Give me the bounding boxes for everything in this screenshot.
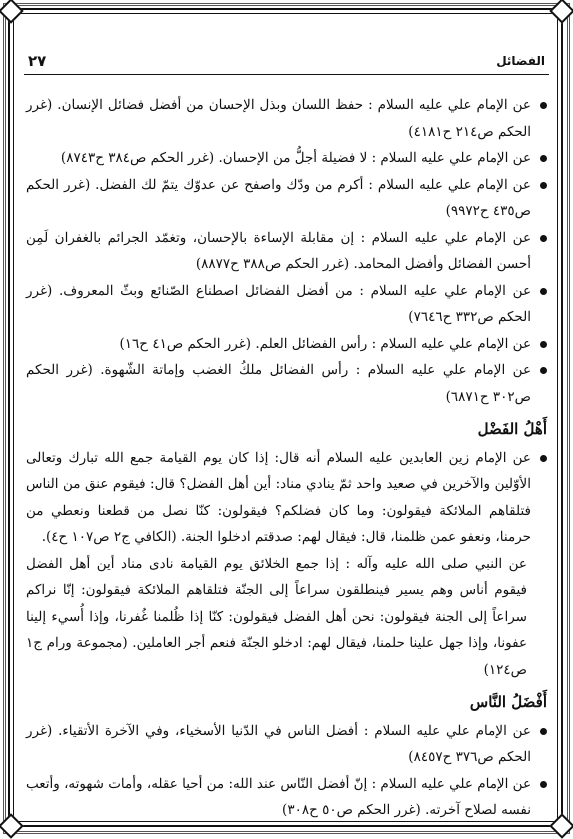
section-title-afdal-al-nas: أَفْضَلُ النَّاس	[469, 693, 547, 711]
list-item: عن الإمام علي عليه السلام : إن مقابلة الإساءة بالإحسان، وتغمّد الجرائم بالغفران لَمِن أحسن الفضائل وأفضل المحامد. (غرر الحكم ص٣٨٨ ح٨٨٧٧)	[26, 225, 547, 278]
list-item: عن الإمام علي عليه السلام : إنّ أفضل النّاس عند الله: من أحيا عقله، وأمات شهوته، وأتعب نفسه لصلاح آخرته. (غرر الحكم ص٥٠ ح٣٠٨)	[26, 771, 547, 824]
hadith-paragraph: عن النبي صلى الله عليه وآله : إذا جمع الخلائق يوم القيامة نادى مناد أين أهل الفضل فيقوم أناس وهم يسير فينطلقون سراعاً إلى الجنّة فتلقاهم الملائكة فيقولون: إنّا نراكم سراعاً إلى الجنة فيقولون: نحن أهل الفضل فيقولون: كنّا إذا ظُلمنا غُفرنا، وإذا أُسيء إلينا عفونا، وإذا جهل علينا حلمنا، فيقال لهم: ادخلو الجنّة فنعم أجر العاملين. (مجموعة ورام ج١ ص١٢٤)	[26, 555, 527, 678]
section-title-ahl-al-fadl: أَهْلُ الفَضْل	[477, 420, 547, 438]
list-item: عن الإمام علي عليه السلام : أكرم من ودّك واصفح عن عدوّك يتمّ لك الفضل. (غرر الحكم ص٤٣٥ ح٩٩٧٢)	[26, 172, 547, 225]
list-item: عن الإمام علي عليه السلام : لا فضيلة أجلُّ من الإحسان. (غرر الحكم ص٣٨٤ ح٨٧٤٣)	[26, 145, 547, 172]
list-item: عن الإمام علي عليه السلام : من أفضل الفضائل اصطناع الصّنائع وبثّ المعروف. (غرر الحكم ص٣٣٢ ح٧٦٤٦)	[26, 278, 547, 331]
virtues-list	[26, 92, 547, 410]
ahl-al-fadl-list	[26, 445, 547, 551]
list-item: عن الإمام علي عليه السلام : رأس الفضائل العلم. (غرر الحكم ص٤١ ح١٦)	[26, 331, 547, 358]
page-header	[24, 52, 549, 75]
list-item: عن الإمام علي عليه السلام : رأس الفضائل ملكُ الغضب وإماتة الشّهوة. (غرر الحكم ص٣٠٢ ح٦٨٧١)	[26, 357, 547, 410]
list-item: عن الإمام علي عليه السلام : حفظ اللسان وبذل الإحسان من أفضل فضائل الإنسان. (غرر الحكم ص٢١٤ ح٤١٨١)	[26, 92, 547, 145]
list-item: عن الإمام علي عليه السلام : أفضل الناس في الدّنيا الأسخياء، وفي الآخرة الأتقياء. (غرر الحكم ص٣٧٦ ح٨٤٥٧)	[26, 718, 547, 771]
afdal-al-nas-list	[26, 718, 547, 824]
page-content	[26, 92, 547, 824]
list-item: عن الإمام زين العابدين عليه السلام أنه قال: إذا كان يوم القيامة جمع الله تبارك وتعالى الأوّلين والآخرين في صعيد واحد ثمّ ينادي مناد: أين أهل الفضل؟ قال: فيقوم عنق من الناس فتلقاهم الملائكة فيقولون: وما كان فضلكم؟ فيقولون: كنّا نصل من قطعنا ونعطي من حرمنا، ونعفو عمن ظلمنا، قال: فيقال لهم: صدقتم ادخلوا الجنة. (الكافي ج٢ ص١٠٧ ح٤).	[26, 445, 547, 551]
running-title: الفضائل	[496, 54, 545, 68]
page-number: ٢٧	[28, 52, 47, 70]
